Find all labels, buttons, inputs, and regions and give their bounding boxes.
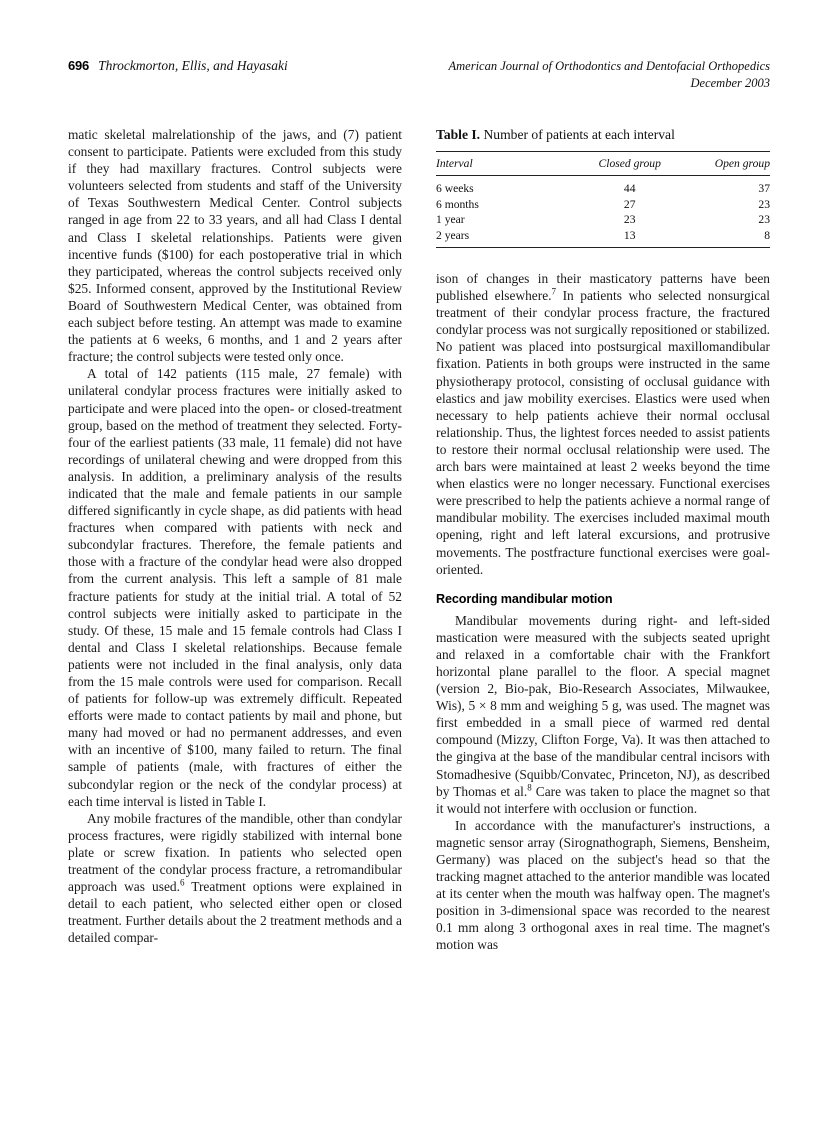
table-body: [436, 176, 770, 248]
paragraph-text-b: In patients who selected nonsurgical treatment of their condylar process fracture, the fractured condylar process was not surgically repositioned or stabilized. No patient was placed into postsurgical maxillomandibular fixation. Patients in both groups were instructed in the same physiotherapy protocol, consisting of occlusal guidance with elastics and jaw mobility exercises. Elastics were used when necessary to help patients achieve their normal occlusal relationship. Thus, the lightest forces needed to assist patients to restore their normal occlusal relationship were used. The arch bars were maintained at least 2 weeks beyond the time when elastics were no longer necessary. Functional exercises were prescribed to help the patients achieve a normal range of mandibular mobility. The exercises included maximal mouth opening, right and left lateral excursions, and protrusive movements. The postfracture functional exercises were goal-oriented.: [436, 288, 770, 577]
cell-closed: 44: [623, 182, 636, 195]
cell-closed: 23: [623, 213, 636, 227]
paragraph-text-a: Mandibular movements during right- and left-sided mastication were measured with the subjects seated upright and relaxed in a comfortable chair with the Frankfort horizontal plane parallel to the floor. A special magnet (version 2, Bio-pak, Bio-Research Associates, Milwaukee, Wis), 5 × 8 mm and weighing 5 g, was used. The magnet was first embedded in a small piece of warmed red dental compound (Mizzy, Clifton Forge, Va). It was then attached to the gingiva at the base of the mandibular central incisors with Stomadhesive (Squibb/Convatec, Princeton, NJ), as described by Thomas et al.: [436, 612, 770, 799]
table-row: [436, 176, 770, 197]
paragraph-continued: matic skeletal malrelationship of the jaws, and (7) patient consent to participate. Patients were excluded from this study if they had maxillary fractures. Control subjects were volunteers selected from students and staff of the University of Texas Southwestern Medical Center. Control subjects ranged in age from 22 to 33 years, and all had Class I dental and Class I skeletal relationships. Patients were given incentive funds ($100) for each postoperative trial in which they participated, whereas the control subjects received only $25. Informed consent, approved by the Institutional Review Board of Southwestern Medical Center, was obtained from each subject before testing. An attempt was made to examine the patients at 6 weeks, 6 months, and 1 and 2 years after fracture; the control subjects were tested only once.: [68, 127, 402, 365]
column-header-interval: Interval: [436, 157, 473, 170]
running-head-left: [68, 58, 288, 74]
reference-marker-8: 8: [527, 782, 532, 793]
paragraph-text-b: Care was taken to place the magnet so that it would not interfere with occlusion or function.: [436, 783, 770, 816]
cell-closed: 27: [623, 197, 636, 211]
reference-marker-6: 6: [179, 877, 185, 888]
cell-interval: 6 weeks: [436, 182, 474, 195]
cell-interval: 6 months: [436, 197, 479, 211]
paragraph-text-b: Treatment options were explained in detail to each patient, who selected either open or closed treatment. Further details about the 2 treatment methods and a detailed compar-: [68, 879, 403, 946]
table-caption: [436, 126, 770, 144]
running-head: [68, 58, 770, 98]
paragraph-patient-sample: A total of 142 patients (115 male, 27 female) with unilateral condylar process fractures were initially asked to participate and were placed into the open- or closed-treatment group, based on the method of treatment they selected. Forty-four of the earliest patients (33 male, 11 female) did not have recordings of unilateral chewing and were dropped from this analysis. In addition, a preliminary analysis of the results indicated that the male and female patients in our sample differed significantly in cycle shape, as did patients with head fractures when compared with patients with neck and subcondylar fractures. Therefore, the female patients and those with a fracture of the condylar head were also dropped from the current analysis. This left a sample of 81 male fracture patients for study at the initial trial. A total of 52 control subjects were initially asked to participate in the study. Of these, 15 male and 15 female controls had Class I dental and Class I skeletal relationships. Because female patients were not included in the final analysis, only data from the 15 male controls were used for comparison. Recall of patients for follow-up was extremely difficult. Repeated efforts were made to contact patients by mail and phone, but many had moved or had no permanent addresses, and even with an incentive of $100, many failed to return. The final sample of patients (male, with fractures of either the subcondylar region or the neck of the condylar process) at each time interval is listed in Table I.: [68, 366, 402, 809]
table-header-row: [436, 152, 770, 176]
paragraph-nonsurgical-treatment: [436, 270, 770, 578]
paragraph-fracture-treatment: [68, 810, 402, 947]
paragraph-text-a: Any mobile fractures of the mandible, other than condylar process fractures, were rigidly stabilized with internal bone plate or screw fixation. In patients who selected open treatment of the condylar process fracture, a retromandibular approach was used.: [68, 810, 402, 895]
cell-interval: 1 year: [436, 213, 465, 227]
table-header: [436, 152, 770, 176]
cell-interval: 2 years: [436, 228, 470, 242]
cell-open: 8: [764, 228, 770, 242]
reference-marker-7: 7: [551, 286, 557, 297]
running-head-authors: Throckmorton, Ellis, and Hayasaki: [98, 58, 288, 73]
cell-closed: 13: [623, 228, 636, 242]
table-label: Table I.: [436, 127, 481, 142]
left-text-column: [68, 126, 402, 947]
paragraph-text-a: ison of changes in their masticatory patterns have been published elsewhere.: [436, 271, 770, 304]
cell-open: 23: [758, 213, 770, 227]
issue-date: December 2003: [690, 76, 770, 90]
section-heading-recording-mandibular-motion: Recording mandibular motion: [436, 591, 613, 606]
column-header-open-group: Open group: [714, 157, 770, 170]
paragraph-sensor-array: In accordance with the manufacturer's instructions, a magnetic sensor array (Sirognathograph, Siemens, Bensheim, Germany) was placed on the subject's head so that the tracking magnet attached to the anterior mandible was located at its center when the mouth was halfway open. The magnet's position in 3-dimensional space was recorded to the nearest 0.1 mm along 3 orthogonal axes in real time. The magnet's motion was: [436, 817, 770, 953]
patients-per-interval-table: [436, 151, 770, 248]
table-block: [436, 126, 770, 248]
paragraph-magnet-method: [436, 612, 770, 817]
table-row: [436, 196, 770, 212]
column-header-closed-group: Closed group: [598, 157, 661, 170]
journal-title: American Journal of Orthodontics and Dentofacial Orthopedics: [448, 59, 770, 73]
cell-open: 23: [758, 197, 770, 211]
right-text-column: [436, 270, 770, 954]
page-number: 696: [68, 58, 90, 73]
table-caption-text: Number of patients at each interval: [483, 127, 675, 142]
cell-open: 37: [758, 182, 770, 195]
table-row: [436, 227, 770, 247]
table-row: [436, 212, 770, 228]
running-head-right: [449, 58, 771, 92]
